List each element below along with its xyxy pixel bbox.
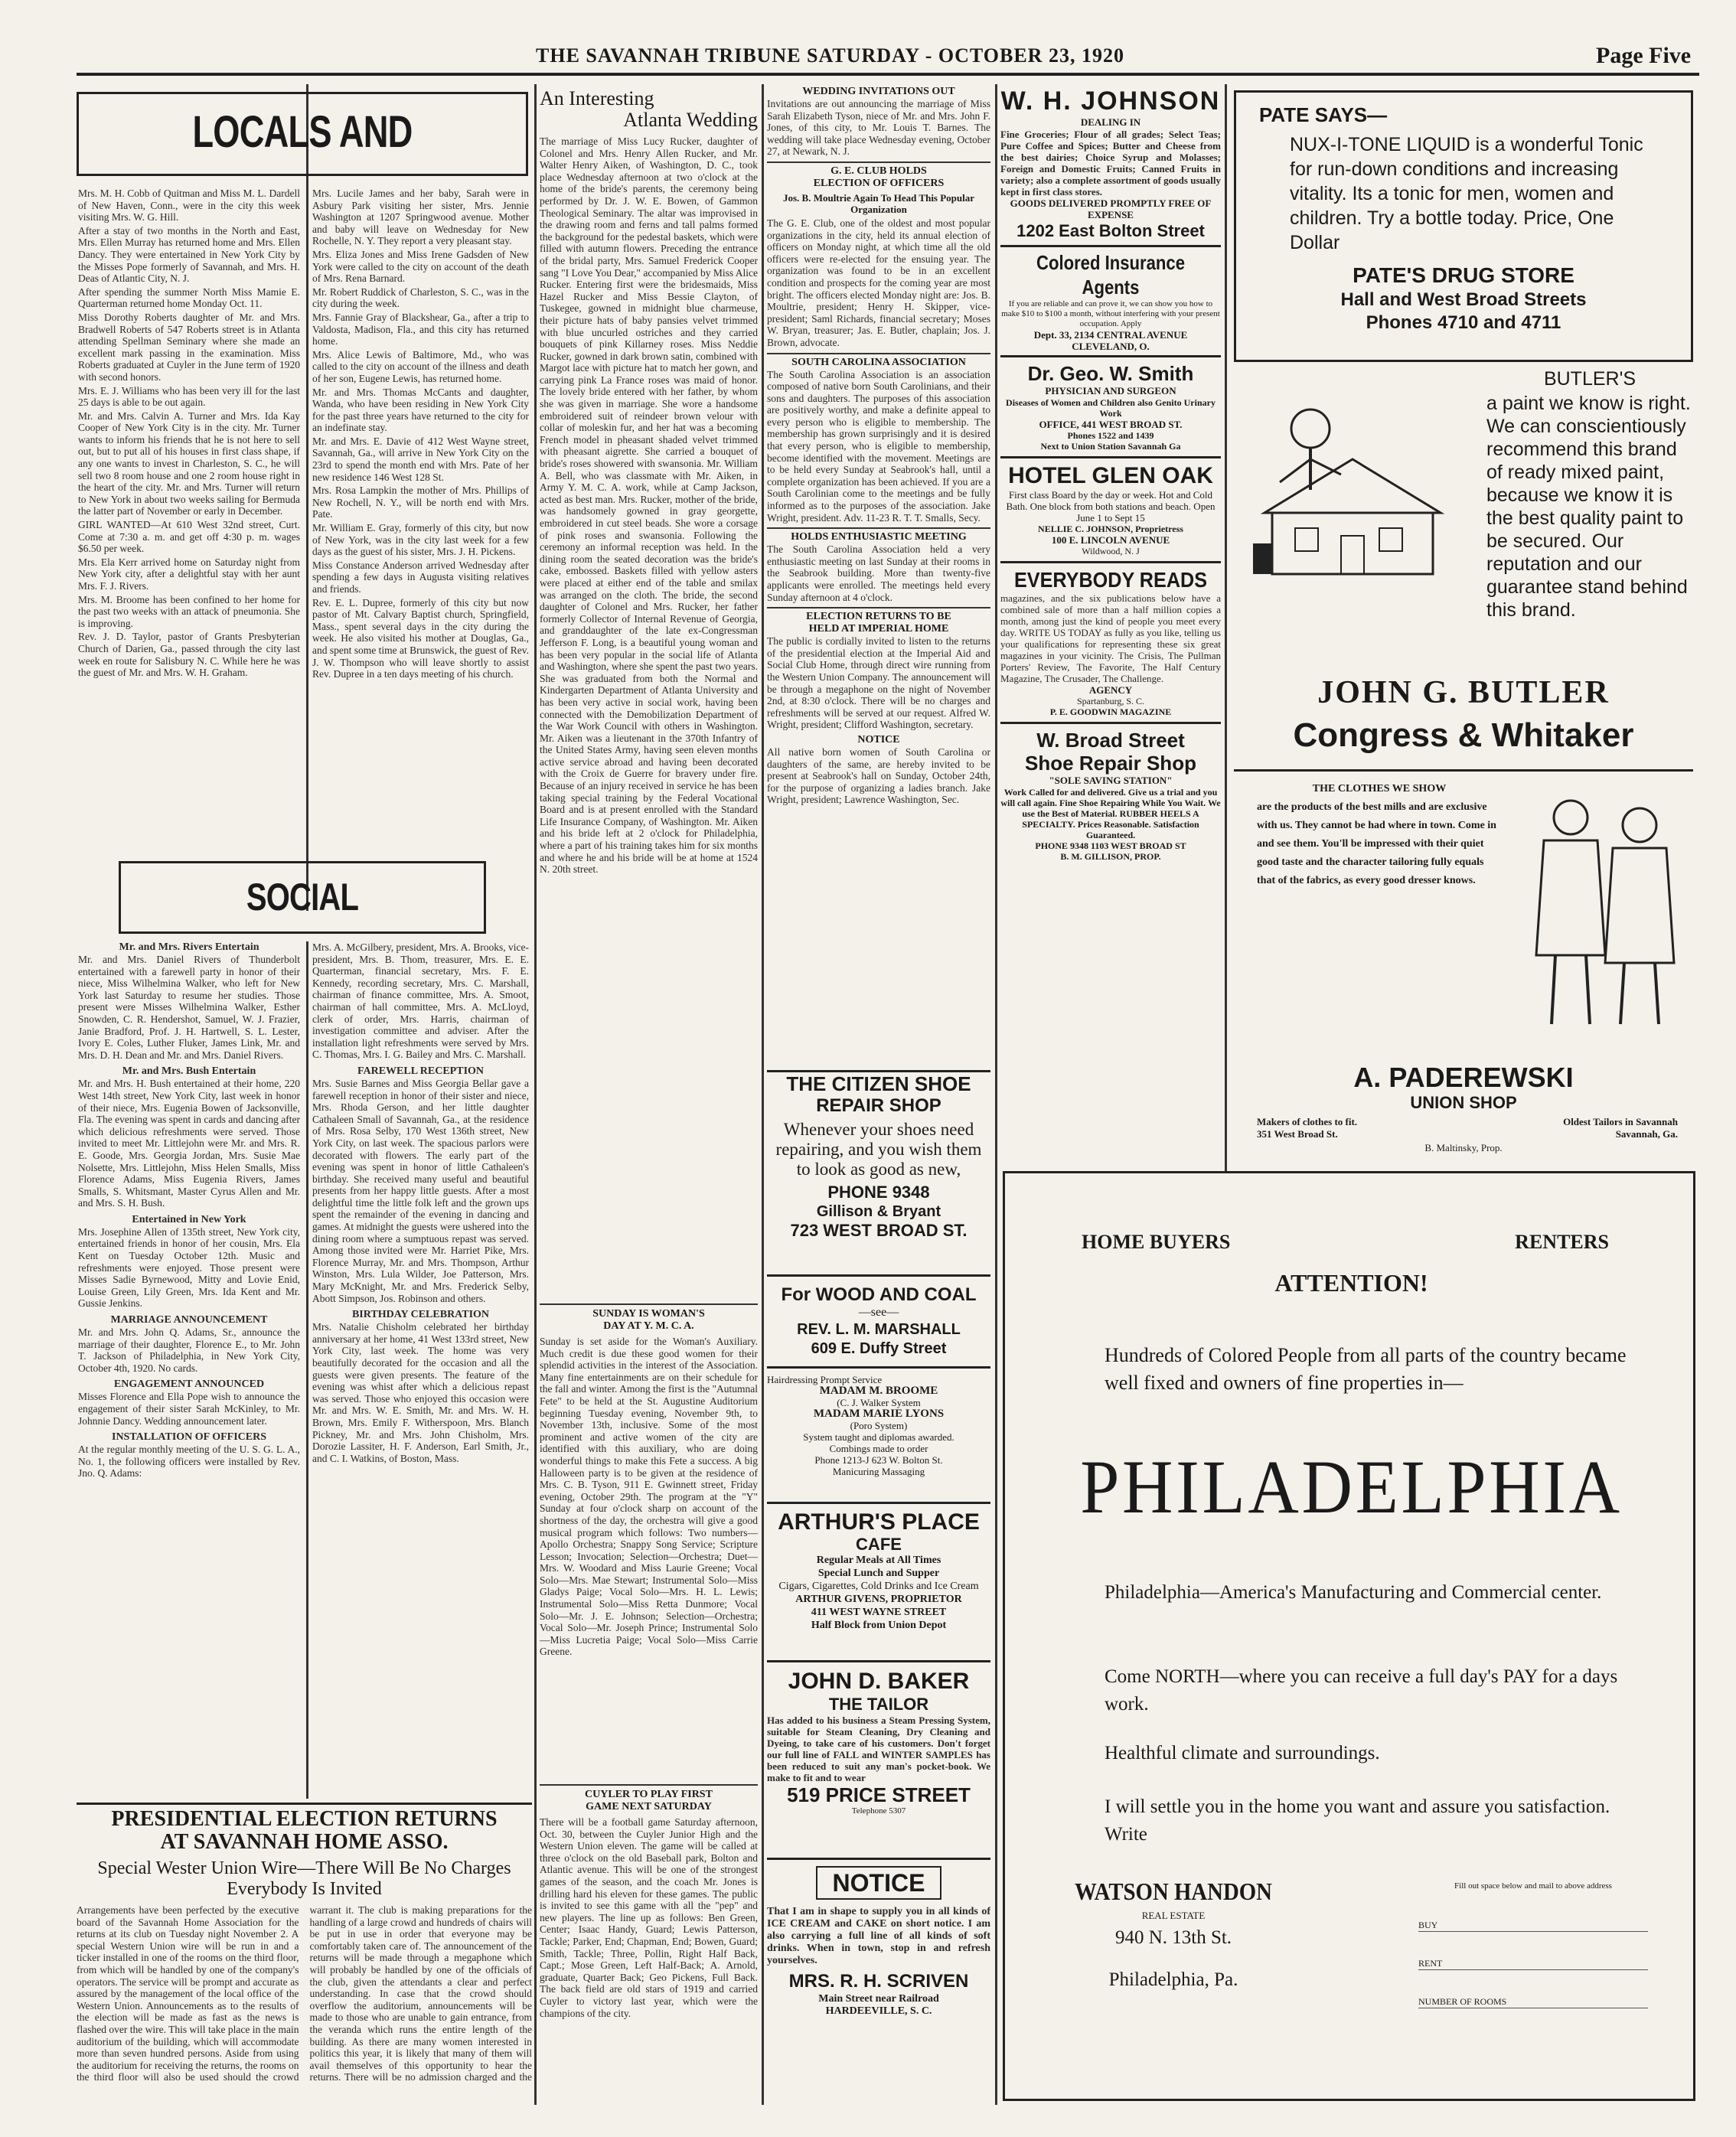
wbroad-body: Work Called for and delivered. Give us a trial and you will call again. Fine Shoe Repairing While You Wait. We use the Best of Material. RUBBER HEELS A SPECIALTY. Prices Reasonable. Satisfaction Guaranteed. bbox=[1000, 787, 1221, 840]
broome-ad bbox=[767, 1374, 990, 1504]
everybody-mag: P. E. GOODWIN MAGAZINE bbox=[1049, 706, 1172, 717]
baker-phone: Telephone 5307 bbox=[851, 1806, 906, 1816]
section-text: Mrs. Susie Barnes and Miss Georgia Bellar gave a farewell reception in honor of their sister and niece, Mrs. Rhoda Gerson, and her little daughter Cathaleen Small of Savannah, Ga., at the residence of Mrs. Rosa Selby, 170 West 136th street, New York City, on last week. The spacious parlors were decorated with flowers. The early part of the evening was spent in honor of little Cathaleen's birthday. She received many useful and beautiful presents from her happy little guests. After a most delightful time the little folk left and the grown ups spent the remainder of the evening in dancing and games. At midnight the guests were ushered into the dining room where a sumptuous repast was served. Among those invited were Mr. Harriet Pike, Mrs. Florence Murray, Mr. and Mrs. Thompson, Arthur Winston, Mrs. Lula Wilder, Joe Patterson, Mrs. Mary McKnight, Mr. and Mrs. Frederick Selby, Abott Simpson, Jos. Robinson and others. bbox=[312, 1077, 529, 1304]
butler-body: a paint we know is right. We can conscientiously recommend this brand of ready mixed paint, because we know it is the best quality paint to be secured. Our reputation and our guarantee stand behind this brand. bbox=[1486, 393, 1691, 621]
ge-title-2: ELECTION OF OFFICERS bbox=[813, 177, 945, 189]
pate-title: PATE SAYS— bbox=[1259, 103, 1388, 126]
marshall-line4: 609 E. Duffy Street bbox=[811, 1340, 947, 1357]
clothes-body: are the products of the best mills and are exclusive with us. They cannot be had where in town. Come in and see them. You'll be impressed with their quiet good taste and the character tailoring fully equals that of the fabrics, as every good dresser knows. bbox=[1257, 801, 1496, 886]
notice-title: NOTICE bbox=[857, 733, 900, 746]
citizen-body: Whenever your shoes need repairing, and you wish them to look as good as new, bbox=[775, 1120, 982, 1179]
handon-homebuyers: HOME BUYERS bbox=[1082, 1231, 1231, 1253]
locals-item: Mrs. Fannie Gray of Blackshear, Ga., after a trip to Valdosta, Madison, Fla., and this city has returned home. bbox=[312, 311, 529, 347]
handon-real: REAL ESTATE bbox=[1141, 1910, 1206, 1921]
broome-system1: (C. J. Walker System bbox=[837, 1397, 921, 1408]
ge-subtitle: Jos. B. Moultrie Again To Head This Popular Organization bbox=[782, 191, 975, 215]
insurance-title: Colored Insurance Agents bbox=[1036, 251, 1186, 299]
citizen-phone: PHONE 9348 bbox=[827, 1183, 930, 1202]
locals-item: Mr. and Mrs. Calvin A. Turner and Mrs. Ida Kay Cooper of New York City is in the city. Mr. Turner wants to inform his friends that he is not here to sell out, but to put all of his houses in first class shape, if any one wants to invest in Charleston, S. C., he will sell two 8 room house and one 2 room house right in the heart of the city. Mr. and Mrs. Turner will return to New York in about two weeks sailing for Bermuda the latter part of November or early in December. bbox=[78, 409, 300, 517]
column-rule bbox=[762, 84, 764, 2105]
locals-item: Mrs. Lucile James and her baby, Sarah were in Asbury Park visiting her sister, Mrs. Jennie Washington at 1207 Springwood avenue. Mother and baby will leave on Wednesday for New Rochelle, N. Y. They report a very pleasant stay. bbox=[312, 188, 529, 247]
column-rule bbox=[995, 84, 997, 2105]
election-text: Arrangements have been perfected by the executive board of the Savannah Home Association for the returns at its club on Tuesday night November 2. A special Western Union wire will be run in and a ticker installed in one of the rooms on the third floor, from which will be handled by one of the company's operators. The service will be prompt and accurate as assured by the management of the local office of the Western Union. Announcements as to the results of the election will be made as fast as the news is flashed over the wire. This will take place in the main auditorium of the building, which will accommodate more than seven hundred persons. Aside from using the auditorium for receiving the returns, the rooms on the third floor will also be used should the crowd warrant it. The club is making preparations for the handling of a large crowd and hundreds of chairs will be put in use in order that everyone may be comfortably taken care of. The announcement of the returns will be made through a megaphone which will probably be handled by one of the officials of the club, given the attendants a clear and perfect understanding. In case that the crowd should overflow the auditorium, announcements will be made to those who are unable to gain entrance, from the veranda which runs the entire length of the building. As there are many women interested in politics this year, it is likely that many of them will avail themselves of this opportunity to hear the returns. There will be no admission charged and the bbox=[77, 1904, 532, 2083]
section-title: BIRTHDAY CELEBRATION bbox=[351, 1309, 490, 1321]
er-title-1: ELECTION RETURNS TO BE bbox=[806, 611, 951, 623]
masthead-title: THE SAVANNAH TRIBUNE SATURDAY - OCTOBER 23, 1920 bbox=[536, 44, 1124, 67]
section-title: FAREWELL RECEPTION bbox=[357, 1065, 485, 1077]
section-text: At the regular monthly meeting of the U. S. G. L. A., No. 1, the following officers were installed by Rev. Jno. Q. Adams: bbox=[78, 1444, 300, 1480]
column-rule bbox=[534, 84, 537, 2105]
smith-name: Dr. Geo. W. Smith bbox=[1027, 362, 1194, 385]
cuyler-title-1: CUYLER TO PLAY FIRST bbox=[585, 1789, 713, 1800]
paderewski-right2: Savannah, Ga. bbox=[1615, 1128, 1678, 1140]
section-text: Mrs. A. McGilbery, president, Mrs. A. Brooks, vice-president, Mrs. B. Thom, treasurer, Mrs. E. E. Quarterman, financial secretary, Mrs. F. E. Kennedy, recording secretary, Mrs. C. Marshall, chairman of finance committee, Mrs. A. Smoot, chairman of hall committee, Mrs. A. McLloyd, clerk of order, Mrs. Harris, chairman of investigation committee and adviser. After the installation light refreshments were served by Mrs. C. Thomas, Mrs. I. G. Bailey and Mrs. C. Marshall. bbox=[312, 941, 529, 1061]
locals-item: Miss Constance Anderson arrived Wednesday after spending a few days in Augusta visiting relatives and friends. bbox=[312, 559, 529, 595]
handon-buy-field[interactable] bbox=[1418, 1920, 1648, 1932]
wbroad-title2: Shoe Repair Shop bbox=[1025, 752, 1196, 775]
pate-ad bbox=[1234, 90, 1693, 362]
smith-ad bbox=[1000, 357, 1221, 458]
wedding-inv-title: WEDDING INVITATIONS OUT bbox=[802, 86, 955, 97]
election-article bbox=[77, 1808, 532, 2114]
broome-phone: Phone 1213-J 623 W. Bolton St. bbox=[814, 1454, 943, 1466]
everybody-agency: AGENCY bbox=[1088, 684, 1133, 696]
insurance-city: CLEVELAND, O. bbox=[1072, 341, 1150, 352]
insurance-body: If you are reliable and can prove it, we can show you how to make $10 to $100 a month, without interfering with your present occupation. Apply bbox=[1001, 299, 1220, 328]
glenoak-addr: 100 E. LINCOLN AVENUE bbox=[1051, 534, 1170, 546]
paderewski-name: A. PADEREWSKI bbox=[1353, 1062, 1574, 1093]
smith-l1: Diseases of Women and Children also Genito Urinary Work bbox=[1006, 397, 1216, 419]
paderewski-left1: Makers of clothes to fit. bbox=[1257, 1116, 1358, 1127]
arthur-l6: Half Block from Union Depot bbox=[811, 1620, 947, 1631]
section-text: Mr. and Mrs. John Q. Adams, Sr., announce the marriage of their daughter, Florence E., to Mr. John T. Jackson of Philadelphia, in New York City, October 4th, 1920. No cards. bbox=[78, 1326, 300, 1374]
locals-item: Mrs. M. H. Cobb of Quitman and Miss M. L. Dardell of New Haven, Conn., were in the city this week visiting Mrs. W. G. Hill. bbox=[78, 188, 300, 223]
holds-text: The South Carolina Association held a very enthusiastic meeting on last Sunday at their rooms in the Seabrook building. More than twenty-five applicants were enrolled. The meetings held every Sunday afternoon at 4 o'clock. bbox=[767, 543, 990, 603]
broome-name2: MADAM MARIE LYONS bbox=[813, 1408, 945, 1420]
paderewski-shop: UNION SHOP bbox=[1410, 1093, 1517, 1112]
social-col2 bbox=[312, 941, 529, 1799]
wbroad-title1: W. Broad Street bbox=[1036, 729, 1185, 752]
insurance-ad bbox=[1000, 247, 1221, 357]
wbroad-phone: PHONE 9348 1103 WEST BROAD ST bbox=[1035, 840, 1186, 851]
handon-rooms-field[interactable] bbox=[1418, 1996, 1648, 2008]
section-title: Mr. and Mrs. Bush Entertain bbox=[122, 1065, 256, 1078]
locals-item: Mr. William E. Gray, formerly of this city, but now of New York, was in the city last week for a few days as the guest of his sister, Mrs. J. H. Pickens. bbox=[312, 522, 529, 558]
column-rule bbox=[306, 941, 308, 1799]
handon-intro: Hundreds of Colored People from all parts of the country became well fixed and owners of fine properties in— bbox=[1105, 1344, 1627, 1394]
locals-col2 bbox=[312, 188, 529, 907]
baker-ad bbox=[767, 1669, 990, 1860]
arthur-l1: Regular Meals at All Times bbox=[816, 1555, 941, 1566]
paderewski-right1: Oldest Tailors in Savannah bbox=[1563, 1116, 1678, 1127]
er-title-2: HELD AT IMPERIAL HOME bbox=[808, 623, 949, 635]
rent-label: RENT bbox=[1418, 1958, 1443, 1969]
butler-ad bbox=[1234, 367, 1693, 765]
column-rule bbox=[1225, 84, 1227, 1171]
locals-item: Mr. Robert Ruddick of Charleston, S. C., was in the city during the week. bbox=[312, 285, 529, 310]
election-rule bbox=[77, 1803, 532, 1805]
broome-name: MADAM M. BROOME bbox=[819, 1385, 938, 1397]
masthead-rule bbox=[77, 73, 1699, 76]
er-text: The public is cordially invited to listen to the returns of the presidential election at the Imperial Aid and Social Club Home, through direct wire running from the Western Union Company. The announcement will be through a megaphone on the night of November 2nd, at 8:30 o'clock. There will be no charges and refreshments will be served at our request. Alfred W. Wright, president; Clifford Washington, secretary. bbox=[767, 635, 990, 731]
ge-title-1: G. E. CLUB HOLDS bbox=[830, 165, 927, 177]
scriven-addr: Main Street near Railroad bbox=[818, 1993, 939, 2005]
sunday-text: Sunday is set aside for the Woman's Auxiliary. Much credit is due these good women for their splendid activities in the interest of the Association. Many fine entertainments are on their schedule for the fall and winter. Among the first is the "Autumnal Fete" to be held at the St. Augustine Auditorium beginning Tuesday evening, November 9th, to November 13th, inclusive. Some of the most prominent and active women of the city are identified with this auxiliary, who are doing wonderful things to make this Fete a success. A big Halloween party is to be given at the residence of Mrs. C. B. Tyson, 911 E. Gwinnett street, Friday evening, October 29th. The program at the "Y" Sunday at four o'clock sharp on account of the shortness of the day, the orchestra will give a good musical program which follows: Two numbers—Apollo Orchestra; Snappy Song Service; Scripture Lesson; Invocation; Selection—Orchestra; Duet—Mrs. W. Woodard and Miss Laurie Greene; Vocal Solo—Mrs. Mae Stewart; Instrumental Solo—Miss Gladys Paige; Vocal Solo—Mrs. H. L. Lewis; Instrumental Solo—Miss Retta Dunmore; Vocal Solo—Mr. J. E. Johnson; Selection—Orchestra; Vocal Solo—Mr. Joseph Prince; Instrumental Solo—Miss Lucretia Paige; Vocal Solo—Miss Carrie Greene. bbox=[540, 1336, 758, 1658]
column-rule bbox=[306, 84, 308, 911]
section-title: Entertained in New York bbox=[132, 1213, 246, 1225]
paderewski-prop: B. Maltinsky, Prop. bbox=[1424, 1142, 1503, 1153]
butler-name: JOHN G. BUTLER bbox=[1317, 675, 1610, 710]
locals-item: Mrs. Rosa Lampkin the mother of Mrs. Phillips of New Rochell, N. Y., will be north end with Mrs. Pate. bbox=[312, 484, 529, 520]
col3a bbox=[540, 88, 758, 2101]
citizen-addr: 723 WEST BROAD ST. bbox=[790, 1221, 968, 1240]
locals-item: Rev. E. L. Dupree, formerly of this city but now pastor of Mt. Calvary Baptist church, Springfield, Mass., spent several days in the city during the week. He also visited his mother at Douglas, Ga., and spent some time at Brunswick, the guest of Rev. J. W. Thompson who will leave shortly to assist Rev. Dupree in a ten days meeting of his church. bbox=[312, 596, 529, 680]
section-text: Mrs. Josephine Allen of 135th street, New York city, entertained friends in honor of her cousin, Mrs. Ela Kent on Tuesday October 12th. Music and refreshments were enjoyed. Those present were Misses Sadie Byrnewood, Mitty and Lovie Enid, Louise Green, Lily Green, Mrs. Ida Kent and Mr. Gussie Jenkins. bbox=[78, 1225, 300, 1310]
social-col1 bbox=[78, 941, 300, 1799]
everybody-title: EVERYBODY READS bbox=[1013, 568, 1208, 592]
smith-l2: OFFICE, 441 WEST BROAD ST. bbox=[1039, 419, 1183, 430]
sunday-title-2: DAY AT Y. M. C. A. bbox=[603, 1320, 694, 1332]
marshall-line3: REV. L. M. MARSHALL bbox=[797, 1321, 961, 1338]
wedding-title-2: Atlanta Wedding bbox=[623, 109, 758, 131]
section-title: MARRIAGE ANNOUNCEMENT bbox=[110, 1314, 268, 1326]
holds-title: HOLDS ENTHUSIASTIC MEETING bbox=[791, 531, 967, 543]
col4 bbox=[1000, 86, 1221, 1173]
tailors-illustration bbox=[1517, 787, 1685, 1039]
social-header: SOCIAL bbox=[246, 876, 359, 918]
arthur-sub: CAFE bbox=[856, 1535, 902, 1554]
glenoak-prop: NELLIE C. JOHNSON, Proprietress bbox=[1038, 524, 1183, 534]
scriven-name: MRS. R. H. SCRIVEN bbox=[788, 1971, 969, 1992]
scriven-title-box bbox=[816, 1866, 941, 1900]
johnson-goods: GOODS DELIVERED PROMPTLY FREE OF EXPENSE bbox=[1010, 197, 1212, 220]
locals-item: After a stay of two months in the North and East, Mrs. Ellen Murray has returned home and Mrs. Ellen Dancy. They were entertained in New York City by the Misses Pope formerly of Savannah, and Mrs. H. Deas of Atlantic City, N. J. bbox=[78, 224, 300, 285]
baker-title: THE TAILOR bbox=[828, 1695, 929, 1714]
section-text: Mr. and Mrs. H. Bush entertained at their home, 220 West 14th street, New York City, last week in honor of their niece, Mrs. Eugenia Bowen of Jacksonville, Fla. The evening was spent in cards and dancing after which delicious refreshments were served. Those invited to meet Mr. Littlejohn were Mr. and Mrs. R. E. Goode, Mrs. Georgia Jordan, Mrs. Susie Mae Nolsette, Mrs. Littlejohn, Miss Helen Smalls, Miss Florence Adams, Miss Eugenia Rivers, James Smalls, S. Whitsmant, Master Cyrus Allen and Mr. and Mrs. S. H. Bush. bbox=[78, 1078, 300, 1209]
butler-heading: BUTLER'S bbox=[1543, 368, 1636, 390]
section-title: INSTALLATION OF OFFICERS bbox=[112, 1431, 266, 1444]
baker-body: Has added to his business a Steam Pressing System, suitable for Steam Cleaning, Dry Cleaning and Dyeing, to take care of his customers. Don't forget our full line of FALL and WINTER SAMPLES has been reduced to suit any man's pocket-book. We make to fit and to wear bbox=[767, 1714, 990, 1783]
everybody-ad bbox=[1000, 563, 1221, 724]
handon-name: WATSON HANDON bbox=[1075, 1878, 1272, 1905]
arthur-l3: Cigars, Cigarettes, Cold Drinks and Ice Cream bbox=[778, 1581, 979, 1592]
scriven-town: HARDEEVILLE, S. C. bbox=[825, 2005, 932, 2017]
wedding-inv-text: Invitations are out announcing the marriage of Miss Sarah Elizabeth Tyson, niece of Mr. and Mrs. John F. Jones, of this city, to Mr. Louis T. Barnes. The wedding will take place Wednesday evening, October 27, at Newark, N. J. bbox=[767, 98, 990, 158]
cuyler-title-2: GAME NEXT SATURDAY bbox=[586, 1801, 712, 1812]
locals-item: Mrs. Eliza Jones and Miss Irene Gadsden of New York were called to the city on account of the death of Mrs. Rena Barnard. bbox=[312, 248, 529, 285]
arthur-l4: ARTHUR GIVENS, PROPRIETOR bbox=[795, 1594, 962, 1605]
broome-line3: Manicuring Massaging bbox=[832, 1466, 925, 1477]
clothes-title: THE CLOTHES WE SHOW bbox=[1312, 783, 1447, 794]
marshall-ad bbox=[767, 1284, 990, 1369]
cuyler-text: There will be a football game Saturday afternoon, Oct. 30, between the Cuyler Junior High and the Western Union eleven. The game will be called at three o'clock on the old Baseball park, Bolton and Atlantic avenue. This will be one of the strongest games of the season, and the coach Mr. Jones is drilling hard his eleven for these games. The public is invited to see this game with all the "pep" and new players. The line up as follows: Ben Green, Center; Isaac Handy, Guard; Lewis Patterson, Tackle; Parker, End; Chapman, End; Bowen, Guard; Smith, Tackle; Three, Pollin, Right Half Back, Capt.; Mose Green, Left Half-Back; A. Arnold, graduate, Quarter Back; Geo Pickens, Full Back. The back field are old stars of 1919 and carried Cuyler to victory last year, which were the champions of the city. bbox=[540, 1816, 758, 2019]
everybody-body: magazines, and the six publications below have a combined sale of more than a half million copies a month, among just the kind of people you meet every day. WRITE US TODAY as fully as you like, telling us your qualifications for representing these six great magazines in your vicinity. The Crisis, The Pullman Porters' Review, The Favorite, The Half Century Magazine, The Crusader, The Challenge. bbox=[1000, 592, 1221, 684]
handon-rent-field[interactable] bbox=[1418, 1958, 1648, 1970]
house-painter-illustration bbox=[1249, 398, 1456, 582]
col3b bbox=[767, 86, 990, 1157]
arthur-ad bbox=[767, 1509, 990, 1662]
locals-item: After spending the summer North Miss Mamie E. Quarterman returned home Monday Oct. 11. bbox=[78, 285, 300, 310]
baker-name: JOHN D. BAKER bbox=[788, 1669, 970, 1694]
johnson-name: W. H. JOHNSON bbox=[1000, 86, 1221, 116]
section-text: Mr. and Mrs. Daniel Rivers of Thunderbolt entertained with a farewell party in honor of their niece, Miss Wilhelmina Walker, who left for New York last Saturday to resume her studies. Those present were Misses Wilhelmina Walker, Esther Snowden, C. R. Hendershot, Samuel, W. J. Frazier, Janie Bradford, Prof. J. H. Hartwell, S. L. Lester, Ivory E. Coles, Luther Fluker, James Link, Mr. and Mrs. D. H. Dean and Mr. and Mrs. Daniel Rivers. bbox=[78, 954, 300, 1061]
citizen-shoe-ad bbox=[767, 1070, 990, 1277]
everybody-city: Spartanburg, S. C. bbox=[1076, 696, 1145, 706]
pate-body: NUX-I-TONE LIQUID is a wonderful Tonic for run-down conditions and increasing vitality. Its a tonic for men, women and children. Try a bottle today. Price, One Dollar bbox=[1290, 134, 1643, 253]
locals-item: Mr. and Mrs. E. Davie of 412 West Wayne street, Savannah, Ga., will arrive in New York City on the 23rd to spend the month end with Mrs. Pate of her new residence 146 West 128 St. bbox=[312, 435, 529, 483]
arthur-l2: Special Lunch and Supper bbox=[817, 1568, 940, 1579]
handon-p3: Healthful climate and surroundings. bbox=[1105, 1743, 1380, 1763]
pate-phones: Phones 4710 and 4711 bbox=[1366, 312, 1561, 333]
johnson-addr: 1202 East Bolton Street bbox=[1016, 221, 1205, 240]
section-text: Misses Florence and Ella Pope wish to announce the engagement of their sister Sarah McKinley, to Mr. Johnnie Dancy. Wedding announcement later. bbox=[78, 1391, 300, 1427]
notice-text: All native born women of South Carolina or daughters of the same, are hereby invited to be present at Seabrook's hall on Sunday, October 24th, for the purpose of organizing a ladies branch. Jake Wright, president; Lawrence Washington, Sec. bbox=[767, 746, 990, 806]
marshall-line1: For WOOD AND COAL bbox=[781, 1284, 977, 1305]
handon-renters: RENTERS bbox=[1515, 1231, 1609, 1253]
baker-addr: 519 PRICE STREET bbox=[787, 1783, 971, 1806]
handon-form-note: Fill out space below and mail to above address bbox=[1454, 1881, 1612, 1891]
election-title-1: PRESIDENTIAL ELECTION RETURNS bbox=[111, 1808, 498, 1831]
locals-item: Mr. and Mrs. Thomas McCants and daughter, Wanda, who have been residing in New York City for the past three years have returned to the city for an indefinate stay. bbox=[312, 386, 529, 434]
glenoak-name: HOTEL GLEN OAK bbox=[1008, 463, 1213, 488]
locals-item: Miss Dorothy Roberts daughter of Mr. and Mrs. Bradwell Roberts of 547 Roberts street is in Atlanta attending Spellman Seminary where she made an excellent mark passing in the examination. Miss Roberts graduated at Cuyler in the June term of 1920 with second honors. bbox=[78, 311, 300, 383]
ge-text: The G. E. Club, one of the oldest and most popular organizations in the city, held its annual election of officers on Monday night, at which time all the old officers were re-elected for the ensuing year. The organization was found to be in an excellent condition and prospects for the coming year are most bright. The officers elected Monday night are: Jos. B. Moultrie, president; Henry H. Skipper, vice-president; Saml Richards, financial secretary; Moses W. Bryan, treasurer; Jas. E. Butler, chaplain; Jos. J. Brown, advocate. bbox=[767, 217, 990, 348]
handon-town: Philadelphia, Pa. bbox=[1108, 1969, 1238, 1990]
handon-p2: Come NORTH—where you can receive a full day's PAY for a days work. bbox=[1105, 1666, 1618, 1714]
smith-title: PHYSICIAN AND SURGEON bbox=[1045, 385, 1176, 396]
wedding-title-1: An Interesting bbox=[540, 88, 654, 109]
wedding-text: The marriage of Miss Lucy Rucker, daughter of Colonel and Mrs. Henry Allen Rucker, and Mr. Walter Henry Aiken, of Washington, D. C., took place Wednesday afternoon at two o'clock at the home of the bride's parents, the ceremony being performed by Dr. J. W. E. Bowen, of Gammon Theological Seminary. The altar was improvised in the drawing room and ferns and tall palms formed the background for the pedestal baskets, which were filled with autumn flowers. Preceding the entrance of the bridal party, Mrs. Samuel Frederick Cooper sang "I Love You Dear," accompanied by Miss Alice Rucker. Entering first were the bridesmaids, Miss Hazel Rucker and Miss Bessie Clayton, of Tuskegee, gowned in midnight blue charmeuse, their picture hats of baby pansies velvet trimmed with blue uncurled ostriches and they carried bouquets of pink Killarney roses. Miss Neddie Rucker, gowned in dark brown satin, combined with Margot lace with picture hat to match her gown, and carrying pink La France roses was maid of honor. The lovely bride entered with her father, by whom she was given in marriage. She wore a handsome embroidered suit of reindeer brown velour with collar of moleskin fur, and her hat was a becoming French model in pheasant shaded velvet trimmed with pheasant aigrette. She carried a bouquet of bride's roses showered with swansonia. Mr. William A. Bell, who was classmate with Mr. Aiken, in Army Y. M. C. A. work, while at Camp Jackson, acted as best man. Mrs. Rucker, mother of the bride, was handsomely gowned in gray georgette, embroidered in cut steel beads. She wore a corsage of pink roses and swansonia. Following the ceremony an informal reception was held. In the dining room the seated decoration was the bride's cake, embossed. Baskets filled with yellow asters were placed at either end of the table and smilax was arranged on the cloth. The bride, the second daughter of Colonel and Mrs. Rucker, her father formerly Collector of Internal Revenue of Georgia, and granddaughter of the late ex-Congressman Jefferson F. Long, is a beautiful young woman and has been very popular in the social life of Atlanta and Washington, where she spent the past two years. She was graduated from both the Normal and Kindergarten Department of Atlanta University and has been very active in social work, having been connected with the Demobilization Department of the War Work Council with others in Washington. Mr. Aiken was a lieutenant in the 370th Infantry of the United States Army, having seen eleven months active service abroad and having been decorated with the Croix de Guerre for bravery under fire. Because of an injury received in service he has been taking special training by the Federal Vocational Board and is at present enrolled with the Standard Life Insurance Company, of Washington. Mr. Aiken and his bride left at 2 o'clock for Philadelphia, where a part of his training takes him for six months and where he and his bride will be at home at 1524 N. 20th street. bbox=[540, 135, 758, 876]
locals-item: Mrs. E. J. Williams who has been very ill for the last 25 days is able to be out again. bbox=[78, 384, 300, 409]
broome-top: Hairdressing Prompt Service bbox=[767, 1374, 883, 1385]
smith-l4: Next to Union Station Savannah Ga bbox=[1040, 441, 1181, 452]
citizen-title-1: THE CITIZEN SHOE bbox=[786, 1072, 971, 1095]
section-text: Mrs. Natalie Chisholm celebrated her birthday anniversary at her home, 41 West 133rd street, New York City, last week. The home was very beautifully decorated for the occasion and all the guests were given presents. The feature of the evening was whist after which a delicious repast was served. Those who enjoyed this occasion were Mr. and Mrs. W. E. Smith, Mr. and Mrs. W. H. Brown, Mrs. Emily F. Witherspoon, Mrs. Blanch Pickney, Mr. and Mrs. John Chisholm, Mrs. Dorozie Lassiter, H. F. Anderson, Earl Smith, Jr., and C. I. Watkins, of Boston, Mass. bbox=[312, 1321, 529, 1464]
paderewski-left2: 351 West Broad St. bbox=[1257, 1128, 1338, 1140]
arthur-l5: 411 WEST WAYNE STREET bbox=[811, 1607, 947, 1618]
handon-p4: I will settle you in the home you want and assure you satisfaction. Write bbox=[1105, 1796, 1610, 1845]
locals-item: Rev. J. D. Taylor, pastor of Grants Presbyterian Church of Darien, Ga., passed through the city last week en route for Salisbury N. C. While here he was the guest of Mr. and Mrs. W. H. Graham. bbox=[78, 631, 300, 679]
locals-col1 bbox=[78, 188, 300, 907]
locals-header: LOCALS AND bbox=[192, 107, 413, 157]
wbroad-prop: B. M. GILLISON, PROP. bbox=[1060, 851, 1161, 862]
glenoak-ad bbox=[1000, 458, 1221, 563]
election-title-2: AT SAVANNAH HOME ASSO. bbox=[160, 1830, 449, 1854]
butler-addr: Congress & Whitaker bbox=[1293, 716, 1634, 754]
paderewski-ad bbox=[1234, 769, 1693, 1160]
handon-attention: ATTENTION! bbox=[1274, 1269, 1428, 1297]
scriven-body: That I am in shape to supply you in all kinds of ICE CREAM and CAKE on short notice. I am also carrying a full line of all kinds of soft drinks. When in town, stop in and refresh yourselves. bbox=[767, 1906, 990, 1966]
pate-addr: Hall and West Broad Streets bbox=[1340, 289, 1587, 310]
social-header-box bbox=[119, 861, 486, 934]
insurance-dept: Dept. 33, 2134 CENTRAL AVENUE bbox=[1033, 329, 1188, 341]
locals-item: GIRL WANTED—At 610 West 32nd street, Curt. Come at 7:30 a. m. and get off 4:30 p. m. wages $6.50 per week. bbox=[78, 519, 300, 555]
scriven-title: NOTICE bbox=[832, 1869, 925, 1897]
page-number: Page Five bbox=[1596, 43, 1692, 68]
arthur-title: ARTHUR'S PLACE bbox=[778, 1509, 980, 1535]
locals-header-box bbox=[77, 92, 528, 176]
citizen-title-2: REPAIR SHOP bbox=[816, 1095, 941, 1116]
clothes-box bbox=[1257, 783, 1502, 890]
handon-p1: Philadelphia—America's Manufacturing and Commercial center. bbox=[1105, 1582, 1602, 1603]
sc-title: SOUTH CAROLINA ASSOCIATION bbox=[791, 356, 966, 368]
scriven-ad bbox=[767, 1866, 990, 2096]
sunday-title-1: SUNDAY IS WOMAN'S bbox=[592, 1308, 705, 1320]
rooms-label: NUMBER OF ROOMS bbox=[1418, 1996, 1507, 2007]
johnson-dealing: DEALING IN bbox=[1080, 116, 1141, 128]
handon-addr: 940 N. 13th St. bbox=[1114, 1927, 1232, 1948]
wbroad-slogan: "SOLE SAVING STATION" bbox=[1049, 775, 1173, 786]
buy-label: BUY bbox=[1418, 1920, 1438, 1930]
glenoak-town: Wildwood, N. J bbox=[1082, 546, 1140, 556]
locals-item: Mrs. M. Broome has been confined to her home for the past two weeks with an attack of pneumonia. She is improving. bbox=[78, 593, 300, 629]
citizen-owner: Gillison & Bryant bbox=[816, 1203, 941, 1220]
broome-line2: Combings made to order bbox=[829, 1443, 928, 1454]
marshall-line2: —see— bbox=[858, 1306, 899, 1319]
broome-system2: (Poro System) bbox=[850, 1420, 908, 1431]
handon-ad bbox=[1003, 1171, 1695, 2101]
locals-item: Mrs. Alice Lewis of Baltimore, Md., who was called to the city on account of the illness and death of her son, Eugene Lewis, has returned home. bbox=[312, 348, 529, 384]
pate-store: PATE'S DRUG STORE bbox=[1353, 263, 1574, 287]
glenoak-body: First class Board by the day or week. Hot and Cold Bath. One block from both stations and beach. Open June 1 to Sept 15 bbox=[1006, 489, 1216, 524]
smith-l3: Phones 1522 and 1439 bbox=[1067, 430, 1154, 441]
broome-line1: System taught and diplomas awarded. bbox=[803, 1431, 954, 1443]
sc-text: The South Carolina Association is an association composed of native born South Carolinians, and their sons and daughters. The purposes of this association are positively worthy, and make a definite appeal to every person who is eligible to membership. The membership has grown surprisingly and it is desired that every person, who is eligible to membership, become identified with the movement. Meetings are to be held every Sunday at Seabrook's hall, until a complete organization has been achieved. If you are a South Carolinian come to the meetings and be fully informed as to the purposes of the association. Jake Wright, president. Adv. 11-23 R. T. T. Smalls, Secy. bbox=[767, 368, 990, 524]
johnson-body: Fine Groceries; Flour of all grades; Select Teas; Pure Coffee and Spices; Butter and Cheese from the best dairies; Choice Syrup and Molasses; Foreign and Domestic Fruits; Canned Fruits in variety; also a complete assortment of goods usually kept in first class stores. bbox=[1000, 129, 1221, 197]
handon-city: PHILADELPHIA bbox=[1080, 1444, 1623, 1529]
wbroad-ad bbox=[1000, 724, 1221, 866]
section-title: ENGAGEMENT ANNOUNCED bbox=[113, 1378, 265, 1391]
locals-item: Mrs. Ela Kerr arrived home on Saturday night from New York city, after a delightful stay with her aunt Mrs. F. J. Rivers. bbox=[78, 556, 300, 592]
section-title: Mr. and Mrs. Rivers Entertain bbox=[119, 941, 259, 953]
election-subtitle: Special Wester Union Wire—There Will Be No Charges Everybody Is Invited bbox=[97, 1858, 511, 1899]
johnson-ad bbox=[1000, 86, 1221, 247]
